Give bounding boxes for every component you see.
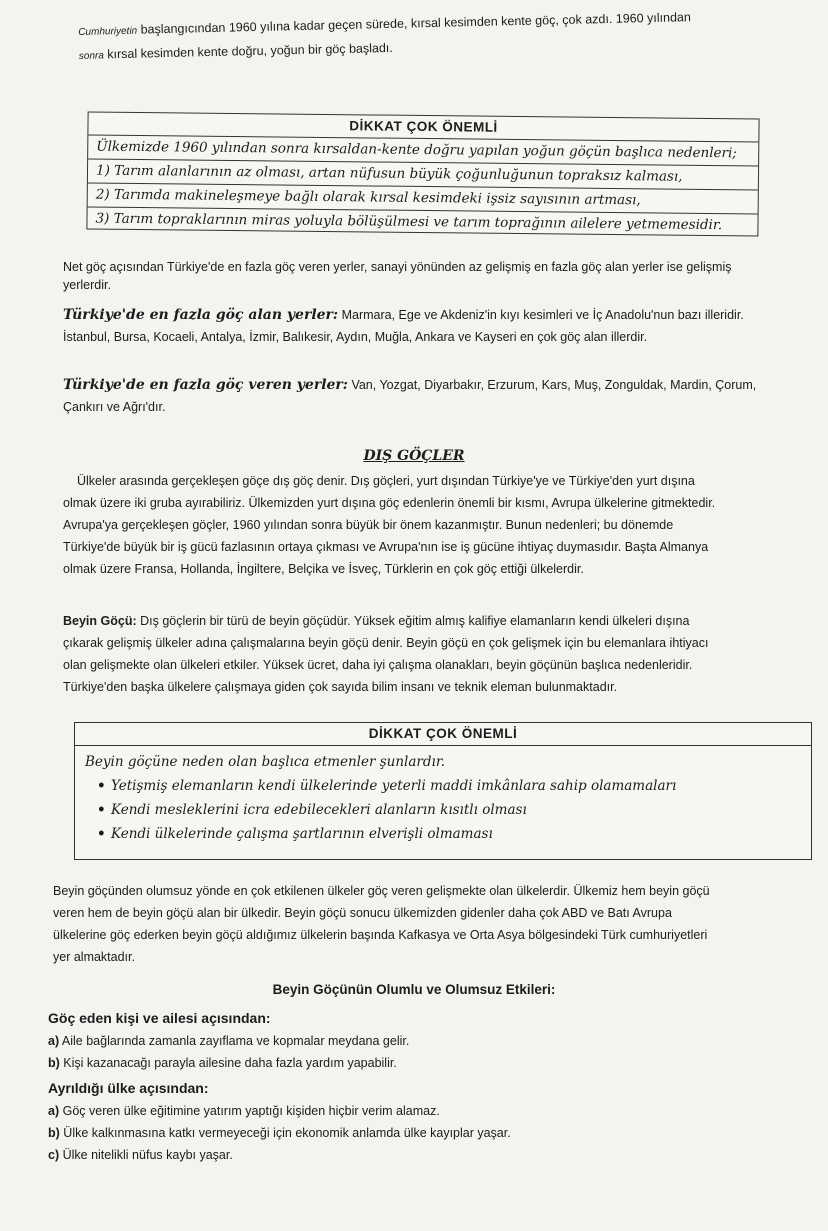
list-item: a) Göç veren ülke eğitimine yatırım yaptığı kişiden hiçbir verim alamaz. [48,1104,440,1118]
list-item: • Kendi ülkelerinde çalışma şartlarının elverişli olmaması [85,822,811,846]
intro-line1: başlangıcından 1960 yılına kadar geçen sürede, kırsal kesimden kente göç, çok azdı. 1960 yılından [136,10,692,37]
external-line: Ülkeler arasında gerçekleşen göçe dış göç denir. Dış göçleri, yurt dışından Türkiye'ye ve Türkiye'den yurt dışına [77,474,695,488]
list-item: a) Aile bağlarında zamanla zayıflama ve kopmalar meydana gelir. [48,1034,410,1048]
net-line: yerlerdir. [63,278,111,292]
negative-line: veren hem de beyin göçü alan bir ülkedir. Beyin göçü sonucu ülkemizden gidenler daha çok ABD ve Batı Avrupa [53,906,672,920]
net-migration-paragraph [63,256,813,296]
brain-drain-line: Türkiye'den başka ülkelere çalışmaya giden çok sayıda bilim insanı ve teknik eleman bulunmaktadır. [63,680,618,694]
origin-country-heading: Ayrıldığı ülke açısından: [48,1080,209,1096]
most-immigration-text: Marmara, Ege ve Akdeniz'in kıyı kesimleri ve İç Anadolu'nun bazı illeridir. [338,308,744,322]
most-immigration-paragraph [63,304,823,348]
intro-line2: kırsal kesimden kente doğru, yoğun bir göç başladı. [103,40,393,62]
most-immigration-cities: İstanbul, Bursa, Kocaeli, Antalya, İzmir, Balıkesir, Aydın, Muğla, Ankara ve Kayseri en çok göç alan illerdir. [63,330,648,344]
brain-drain-label: Beyin Göçü: [63,614,137,628]
external-migration-title: DIŞ GÖÇLER [363,448,465,464]
box1-title: DİKKAT ÇOK ÖNEMLİ [88,112,758,142]
most-emigration-paragraph [63,374,823,418]
list-item: b) Ülke kalkınmasına katkı vermeyeceği için ekonomik anlamda ülke kayıplar yaşar. [48,1126,511,1140]
list-item: c) Ülke nitelikli nüfus kaybı yaşar. [48,1148,233,1162]
effects-title: Beyin Göçünün Olumlu ve Olumsuz Etkileri: [272,982,556,997]
intro-paragraph [78,4,779,68]
list-item: • Kendi mesleklerini icra edebilecekleri alanların kısıtlı olması [85,798,811,822]
person-family-heading: Göç eden kişi ve ailesi açısından: [48,1010,271,1026]
brain-drain-line: Dış göçlerin bir türü de beyin göçüdür. Yüksek eğitim almış kalifiye elamanların kendi ülkeleri dışına [136,614,690,628]
list-item: b) Kişi kazanacağı parayla ailesine daha fazla yardım yapabilir. [48,1056,397,1070]
brain-drain-line: olan gelişmekte olan ülkeleri etkiler. Yüksek ücret, daha iyi çalışma olanakları, beyin göçünün başlıca nedenleridir. [63,658,693,672]
negative-line: ülkelerine göç ederken beyin göçü aldığımız ülkelerin başında Kafkasya ve Orta Asya bölgesindeki Türk cumhuriyetleri [53,928,708,942]
most-immigration-heading: Türkiye'de en fazla göç alan yerler: [63,307,339,323]
brain-drain-paragraph [63,610,823,698]
important-box-internal-migration [86,111,759,236]
list-item: • Yetişmiş elemanların kendi ülkelerinde yeterli maddi imkânlara sahip olamamaları [85,774,811,798]
effects-section [48,1006,818,1166]
external-line: Avrupa'ya gerçekleşen göçler, 1960 yılından sonra büyük bir önem kazanmıştır. Bunun nedenleri; bu dönemde [63,518,674,532]
most-emigration-cities: Çankırı ve Ağrı'dır. [63,400,166,414]
most-emigration-heading: Türkiye'de en fazla göç veren yerler: [63,377,348,393]
intro-prefix: Cumhuriyetin [78,25,138,38]
bullet-icon: • [97,826,106,842]
box1-line: 3) Tarım topraklarının miras yoluyla bölüşülmesi ve tarım toprağının ailelere yetmemesidir. [95,210,723,234]
box2-title: DİKKAT ÇOK ÖNEMLİ [75,723,811,746]
net-line: Net göç açısından Türkiye'de en fazla göç veren yerler, sanayi yönünden az gelişmiş en fazla göç alan yerler ise gelişmiş [63,260,732,274]
external-line: olmak üzere iki gruba ayırabiliriz. Ülkemizden yurt dışına göç edenlerin önemli bir kısmı, Avrupa ülkelerine gitmektedir. [63,496,716,510]
external-migration-paragraph [63,470,823,580]
box1-line: 2) Tarımda makineleşmeye bağlı olarak kırsal kesimdeki işsiz sayısının artması, [88,183,758,214]
most-emigration-text: Van, Yozgat, Diyarbakır, Erzurum, Kars, Muş, Zonguldak, Mardin, Çorum, [347,378,757,392]
important-box-brain-drain [74,722,812,860]
negative-line: yer almaktadır. [53,950,135,964]
external-line: Türkiye'de büyük bir iş gücü fazlasının ortaya çıkması ve Avrupa'nın ise iş gücüne ihtiyaç duymasıdır. Başta Almanya [63,540,709,554]
negative-effects-paragraph [53,880,823,968]
bullet-icon: • [97,802,106,818]
box2-bullet-list [85,774,811,846]
box1-line: 1) Tarım alanlarının az olması, artan nüfusun büyük çoğunluğunun topraksız kalması, [88,159,758,190]
box2-intro: Beyin göçüne neden olan başlıca etmenler şunlardır. [85,754,446,770]
bullet-icon: • [97,778,106,794]
brain-drain-line: çıkarak gelişmiş ülkeler adına çalışmalarına beyin göçü denir. Beyin göçü en çok gelişmek için bu elemanlara ihtiyacı [63,636,709,650]
box1-line: Ülkemizde 1960 yılından sonra kırsaldan-kente doğru yapılan yoğun göçün başlıca nedenleri; [88,135,758,166]
negative-line: Beyin göçünden olumsuz yönde en çok etkilenen ülkeler göç veren gelişmekte olan ülkelerdir. Ülkemiz hem beyin göçü [53,884,710,898]
intro-line2-prefix: sonra [78,50,104,62]
external-line: olmak üzere Fransa, Hollanda, İngiltere, Belçika ve İsveç, Türklerin en çok göç ettiği ülkelerdir. [63,562,584,576]
